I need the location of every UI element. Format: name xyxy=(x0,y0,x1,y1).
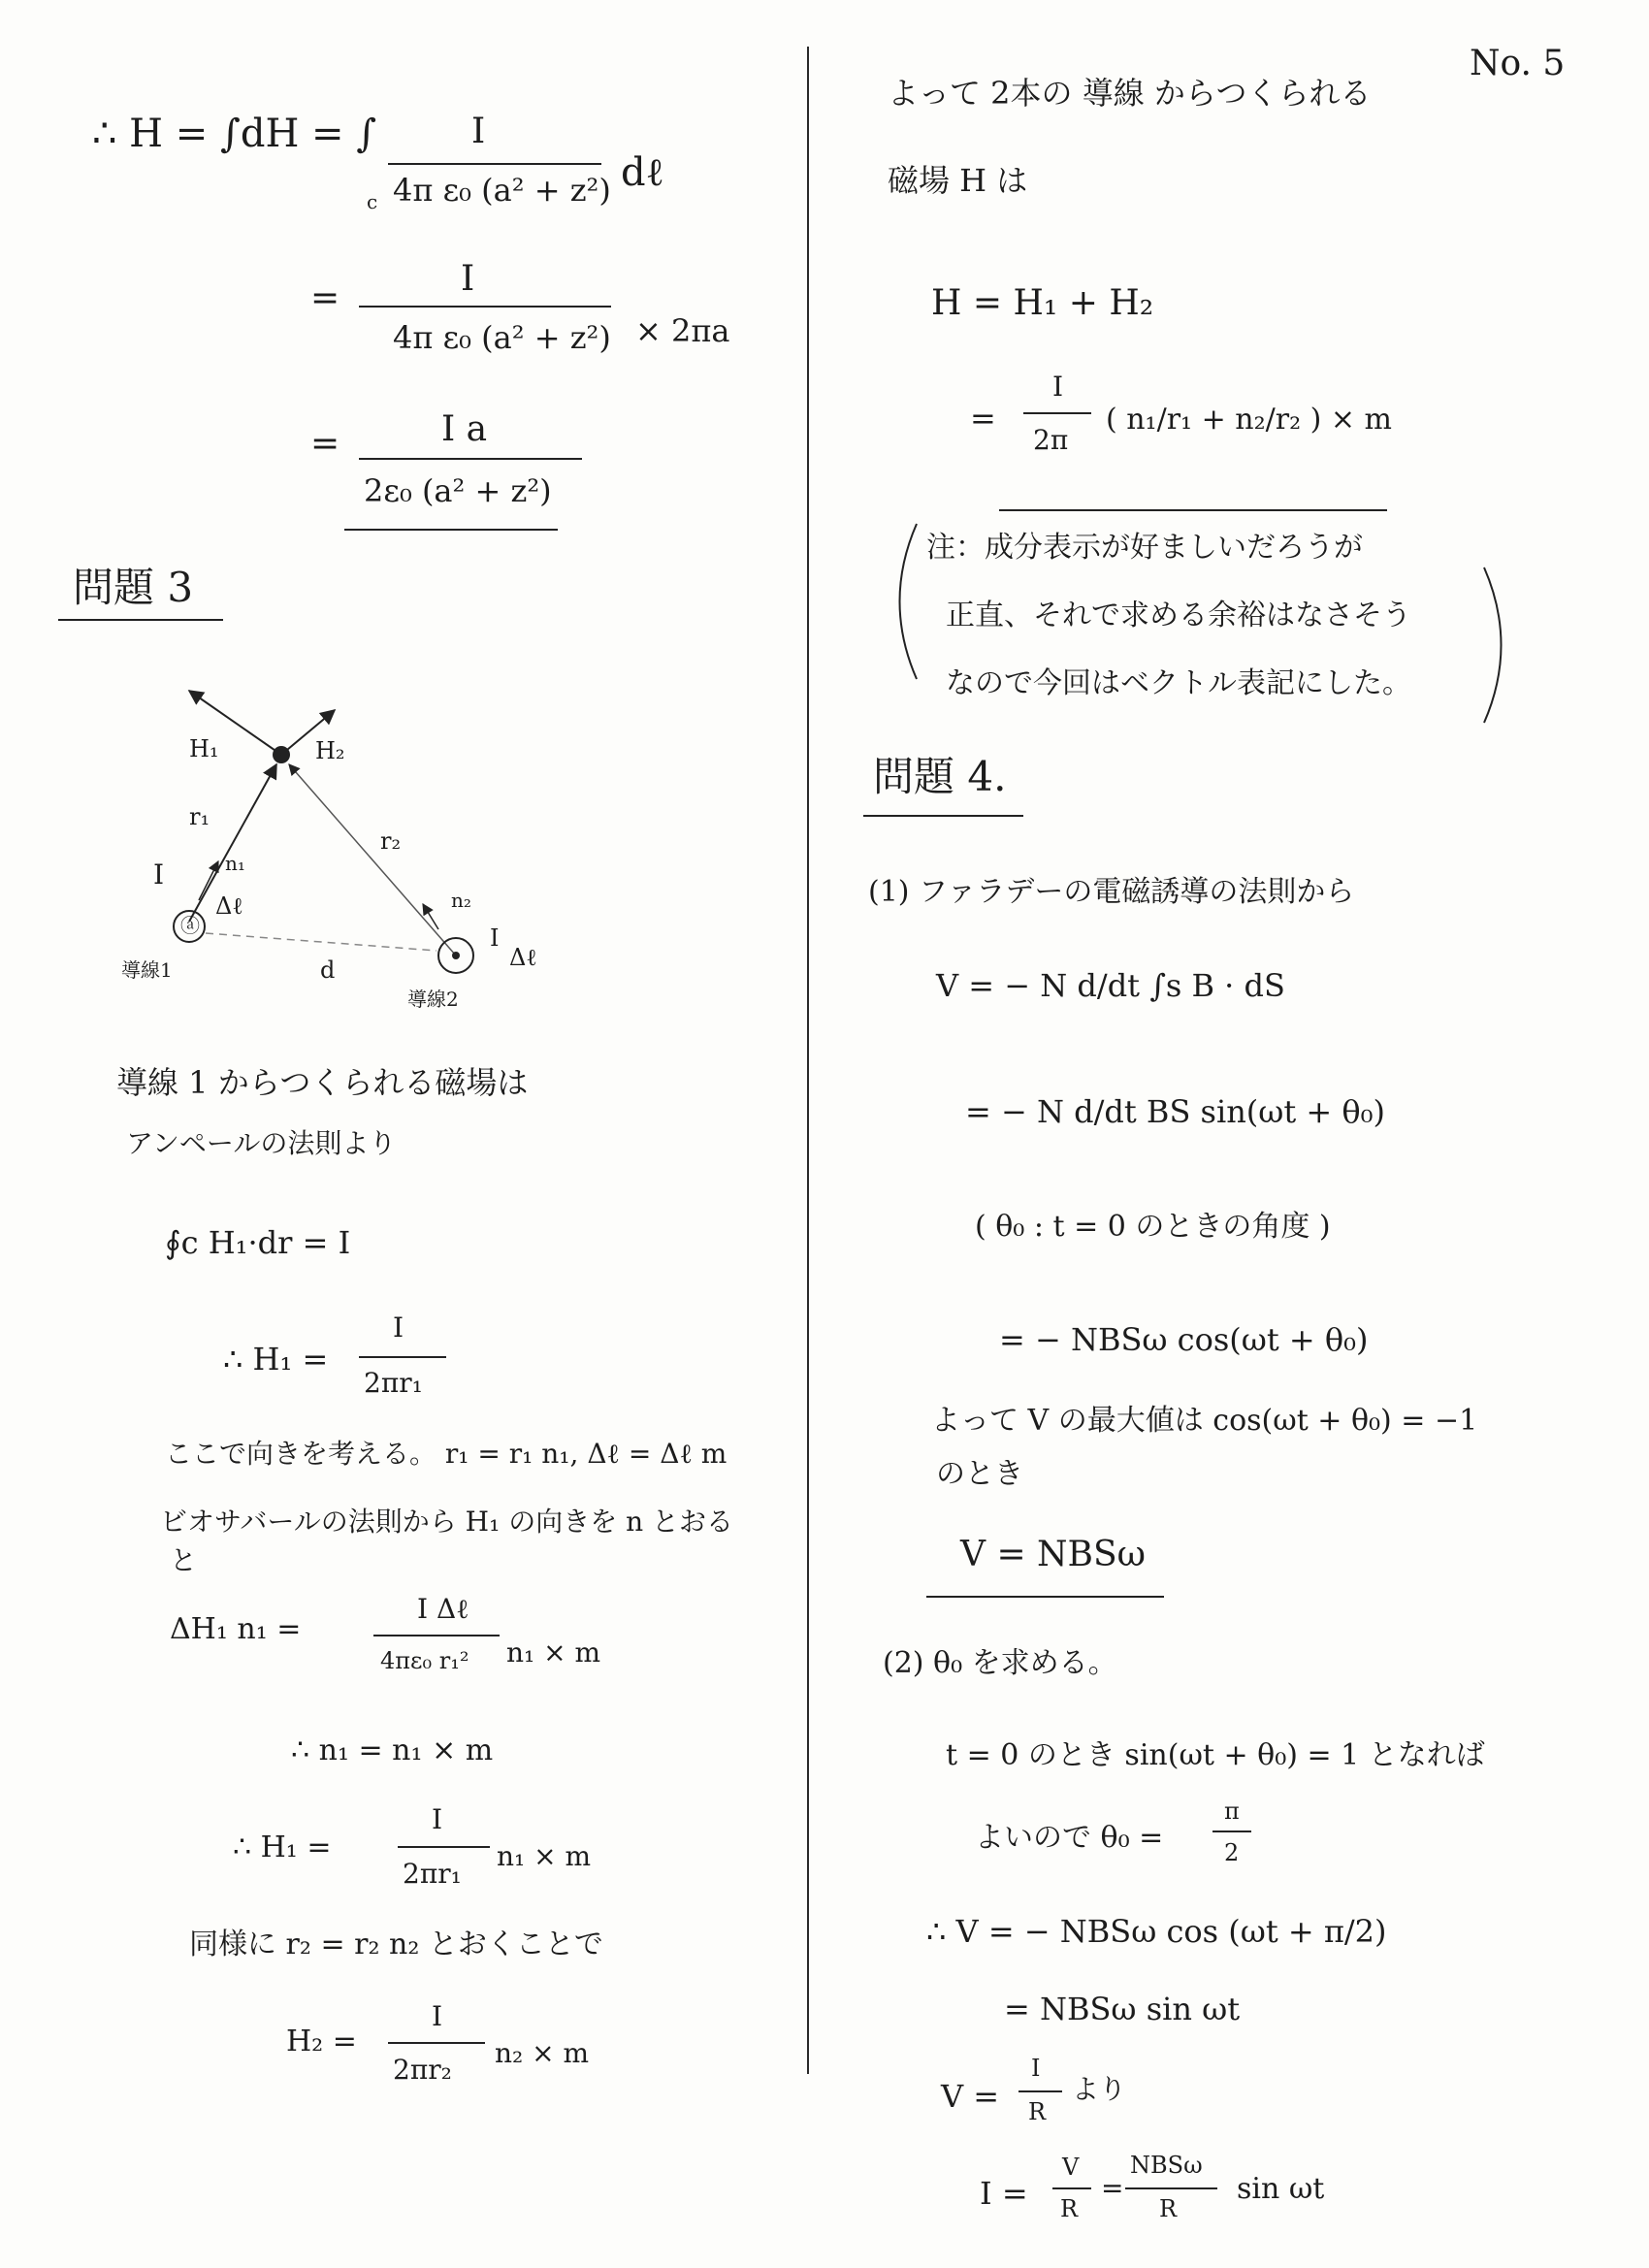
max-text-line2: のとき xyxy=(936,1457,1023,1491)
left-text-line5: と xyxy=(170,1544,198,1576)
I-num1: V xyxy=(1062,2154,1080,2181)
diagram-label-H1: H₁ xyxy=(189,735,219,762)
theta0-note: ( θ₀ : t = 0 のときの角度 ) xyxy=(975,1210,1331,1244)
I-num2: NBSω xyxy=(1130,2152,1203,2179)
V-sin-eq: = NBSω sin ωt xyxy=(1004,1991,1241,2027)
H1-magnitude-num: I xyxy=(393,1312,404,1344)
diagram-label-wire2: 導線2 xyxy=(407,988,459,1011)
eq-H-denominator: 4π ε₀ (a² + z²) xyxy=(393,172,611,209)
diagram-label-dl-left: Δℓ xyxy=(215,892,243,920)
H1-vector-lhs: ∴ H₁ = xyxy=(233,1831,332,1864)
ohm-den: R xyxy=(1028,2098,1047,2125)
I-bar1 xyxy=(1052,2187,1091,2189)
H-sum-eq: H = H₁ + H₂ xyxy=(931,283,1154,323)
ohm-tail: より xyxy=(1072,2073,1127,2105)
I-den1: R xyxy=(1060,2195,1079,2222)
theta0-lhs: よいので θ₀ = xyxy=(975,1821,1164,1855)
faraday-eq-step2: = − N d/dt BS sin(ωt + θ₀) xyxy=(965,1093,1385,1130)
right-text-line1: よって 2本の 導線 からつくられる xyxy=(888,75,1372,112)
diagram-label-wire1: 導線1 xyxy=(121,958,173,982)
H-result-num: I xyxy=(1052,371,1064,403)
diagram-label-r1: r₁ xyxy=(189,803,210,830)
H1-vector-rhs: n₁ × m xyxy=(497,1840,592,1872)
right-text-line2: 磁場 H は xyxy=(888,162,1028,199)
left-text-line2: アンペールの法則より xyxy=(126,1127,397,1159)
theta0-bar xyxy=(1212,1831,1251,1832)
eq3-equals: = xyxy=(310,424,340,464)
ohm-lhs: V = xyxy=(941,2078,1000,2115)
eq2-equals: = xyxy=(310,278,340,318)
H1-vector-den: 2πr₁ xyxy=(403,1858,462,1890)
V-max-result: V = NBSω xyxy=(960,1535,1147,1574)
H-result-den: 2π xyxy=(1033,424,1069,456)
n1-vector-eq: ∴ n₁ = n₁ × m xyxy=(291,1733,494,1767)
t0-condition: t = 0 のとき sin(ωt + θ₀) = 1 となれば xyxy=(946,1738,1485,1772)
I-den2: R xyxy=(1159,2195,1178,2222)
V-cos-eq: ∴ V = − NBSω cos (ωt + π/2) xyxy=(926,1913,1387,1950)
diagram-label-n1: n₁ xyxy=(225,852,245,875)
diagram-label-dl-right: Δℓ xyxy=(509,944,537,971)
dH-rhs: n₁ × m xyxy=(506,1636,601,1669)
ohm-bar xyxy=(1018,2090,1062,2092)
left-text-line4: ビオサバールの法則から H₁ の向きを n とおる xyxy=(160,1506,734,1538)
H1-magnitude-den: 2πr₁ xyxy=(364,1367,423,1399)
I-lhs: I = xyxy=(980,2175,1028,2212)
diagram-label-d: d xyxy=(320,956,336,984)
dH-den: 4πε₀ r₁² xyxy=(380,1647,469,1674)
H-result-paren: ( n₁/r₁ + n₂/r₂ ) × m xyxy=(1106,403,1392,437)
eq2-factor: × 2πa xyxy=(635,312,730,349)
note-line3: なので今回はベクトル表記にした。 xyxy=(946,666,1411,700)
problem-3-heading: 問題 3 xyxy=(73,564,194,611)
note-line2: 正直、それで求める余裕はなさそう xyxy=(946,599,1411,632)
diagram-label-I-right: I xyxy=(490,924,500,952)
problem-4-underline xyxy=(863,815,1023,817)
faraday-eq: V = − N d/dt ∫s B · dS xyxy=(936,967,1285,1004)
ampere-equation: ∮c H₁·dr = I xyxy=(165,1224,351,1261)
diagram-label-r2: r₂ xyxy=(380,827,402,855)
max-text-line1: よって V の最大値は cos(ωt + θ₀) = −1 xyxy=(931,1404,1478,1438)
V-max-underline xyxy=(926,1596,1164,1598)
left-text-line3: ここで向きを考える。 r₁ = r₁ n₁, Δℓ = Δℓ m xyxy=(165,1438,728,1470)
diagram-label-I-left: I xyxy=(153,859,165,891)
I-tail: sin ωt xyxy=(1237,2172,1325,2206)
H1-vector-num: I xyxy=(432,1803,443,1835)
theta0-num: π xyxy=(1224,1798,1240,1825)
left-text-line1: 導線 1 からつくられる磁場は xyxy=(116,1064,529,1101)
diagram-wire1-mark: ⓐ xyxy=(180,914,200,937)
eq-H-integral-lhs: ∴ H = ∫dH = ∫ xyxy=(92,112,377,156)
diagram-label-H2: H₂ xyxy=(315,737,345,764)
dH-lhs: ΔH₁ n₁ = xyxy=(170,1612,302,1646)
I-equals: = xyxy=(1101,2172,1124,2204)
eq3-numerator: I a xyxy=(441,409,488,449)
eq3-denominator: 2ε₀ (a² + z²) xyxy=(364,472,552,509)
eq-H-dl: dℓ xyxy=(621,150,664,195)
H1-magnitude-lhs: ∴ H₁ = xyxy=(223,1341,329,1377)
eq2-denominator: 4π ε₀ (a² + z²) xyxy=(393,319,611,356)
H-result-equals: = xyxy=(970,400,996,437)
problem-4-heading: 問題 4. xyxy=(873,753,1007,800)
note-line1: 注：成分表示が好ましいだろうが xyxy=(926,531,1363,565)
dH-num: I Δℓ xyxy=(417,1593,469,1625)
left-text-similarly: 同様に r₂ = r₂ n₂ とおくことで xyxy=(189,1928,603,1961)
ohm-num: I xyxy=(1031,2055,1041,2082)
problem-4-part1: (1) ファラデーの電磁誘導の法則から xyxy=(868,875,1355,909)
page-number: No. 5 xyxy=(1470,44,1566,83)
eq-H-integral-contour: c xyxy=(367,190,378,213)
H2-vector-lhs: H₂ = xyxy=(286,2025,357,2058)
H2-vector-rhs: n₂ × m xyxy=(495,2037,590,2069)
H2-vector-num: I xyxy=(432,2000,443,2032)
faraday-eq-step3: = − NBSω cos(ωt + θ₀) xyxy=(999,1321,1369,1358)
problem-4-part2: (2) θ₀ を求める。 xyxy=(883,1646,1117,1680)
eq-H-numerator: I xyxy=(471,112,486,151)
eq2-numerator: I xyxy=(461,259,475,299)
diagram-label-n2: n₂ xyxy=(451,889,471,912)
I-bar2 xyxy=(1125,2187,1217,2189)
H2-vector-den: 2πr₂ xyxy=(393,2054,452,2086)
theta0-den: 2 xyxy=(1224,1839,1240,1866)
